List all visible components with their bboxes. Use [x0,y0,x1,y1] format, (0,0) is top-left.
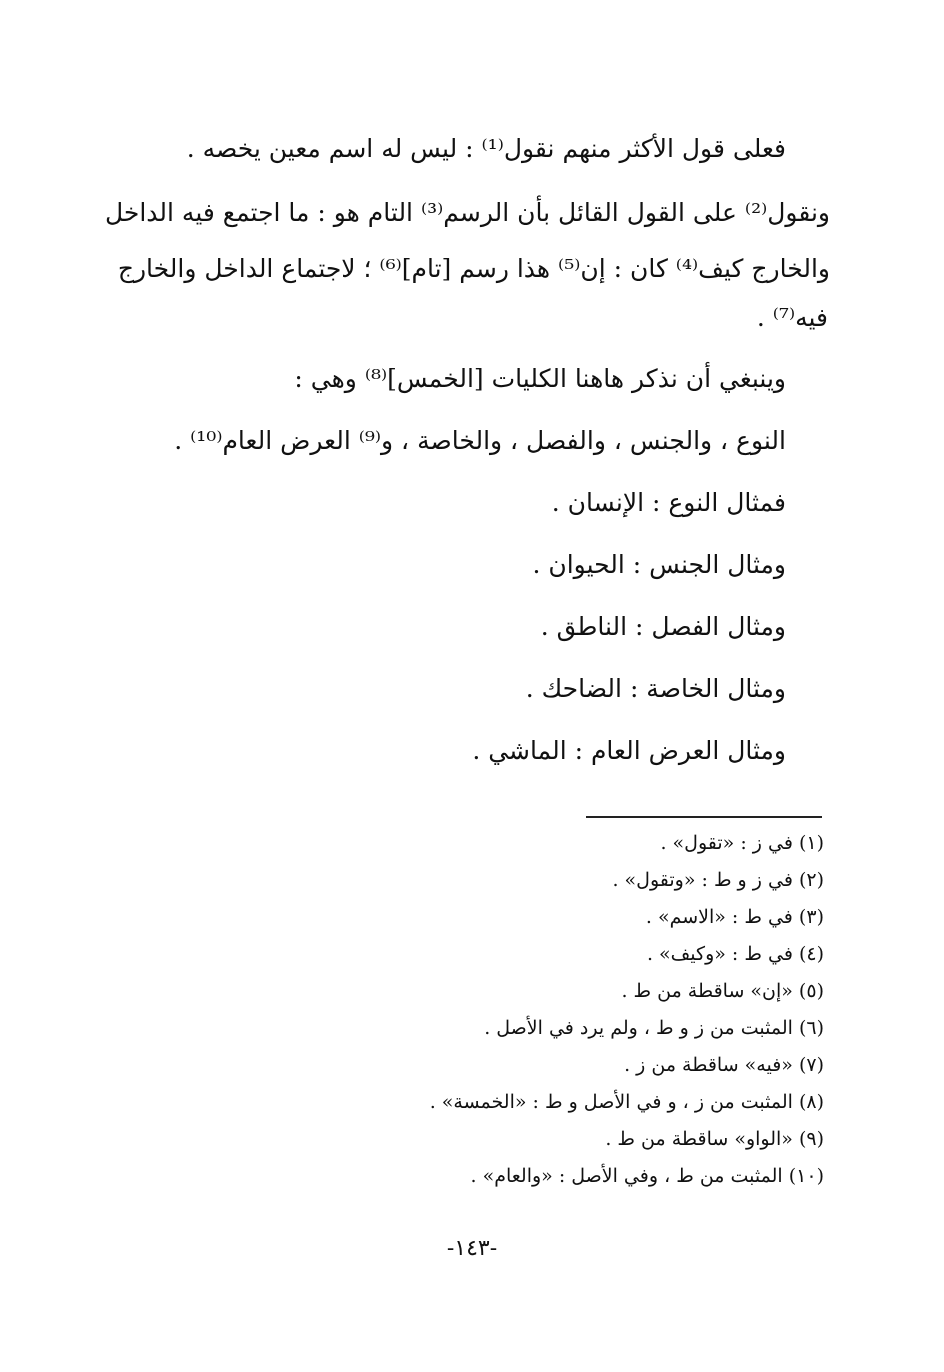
body-line: ومثال الجنس : الحيوان . [532,550,786,579]
footnote: (٦) المثبت من ز و ط ، ولم يرد في الأصل . [484,1017,824,1039]
footnote: (٧) «فيه» ساقطة من ز . [624,1054,824,1076]
footnote: (١٠) المثبت من ط ، وفي الأصل : «والعام» . [470,1165,824,1187]
body-line: ومثال الخاصة : الضاحك . [525,674,786,703]
footnote-separator [586,816,822,818]
body-line: ونقول⁽²⁾ على القول القائل بأن الرسم⁽³⁾ التام هو : ما اجتمع فيه الداخل [104,198,830,227]
footnote: (٣) في ط : «الاسم» . [645,906,824,928]
page-number: -١٤٣- [446,1236,498,1261]
body-line: فيه⁽⁷⁾ . [756,303,828,332]
body-line: ومثال العرض العام : الماشي . [472,736,786,765]
footnote: (٩) «الواو» ساقطة من ط . [605,1128,824,1150]
footnote: (٢) في ز و ط : «وتقول» . [612,869,824,891]
footnote: (١) في ز : «تقول» . [660,832,824,854]
body-line: النوع ، والجنس ، والفصل ، والخاصة ، و⁽⁹⁾ العرض العام⁽¹⁰⁾ . [174,426,786,455]
body-line: فعلى قول الأكثر منهم نقول⁽¹⁾ : ليس له اسم معين يخصه . [186,134,786,163]
body-line: فمثال النوع : الإنسان . [551,488,786,517]
body-line: والخارج كيف⁽⁴⁾ كان : إن⁽⁵⁾ هذا رسم [تام]⁽⁶⁾ ؛ لاجتماع الداخل والخارج [117,254,830,283]
footnote: (٤) في ط : «وكيف» . [646,943,824,965]
footnote: (٥) «إن» ساقطة من ط . [621,980,824,1002]
body-line: وينبغي أن نذكر هاهنا الكليات [الخمس]⁽⁸⁾ وهي : [294,364,786,393]
body-line: ومثال الفصل : الناطق . [540,612,786,641]
footnote: (٨) المثبت من ز ، و في الأصل و ط : «الخمسة» . [429,1091,824,1113]
